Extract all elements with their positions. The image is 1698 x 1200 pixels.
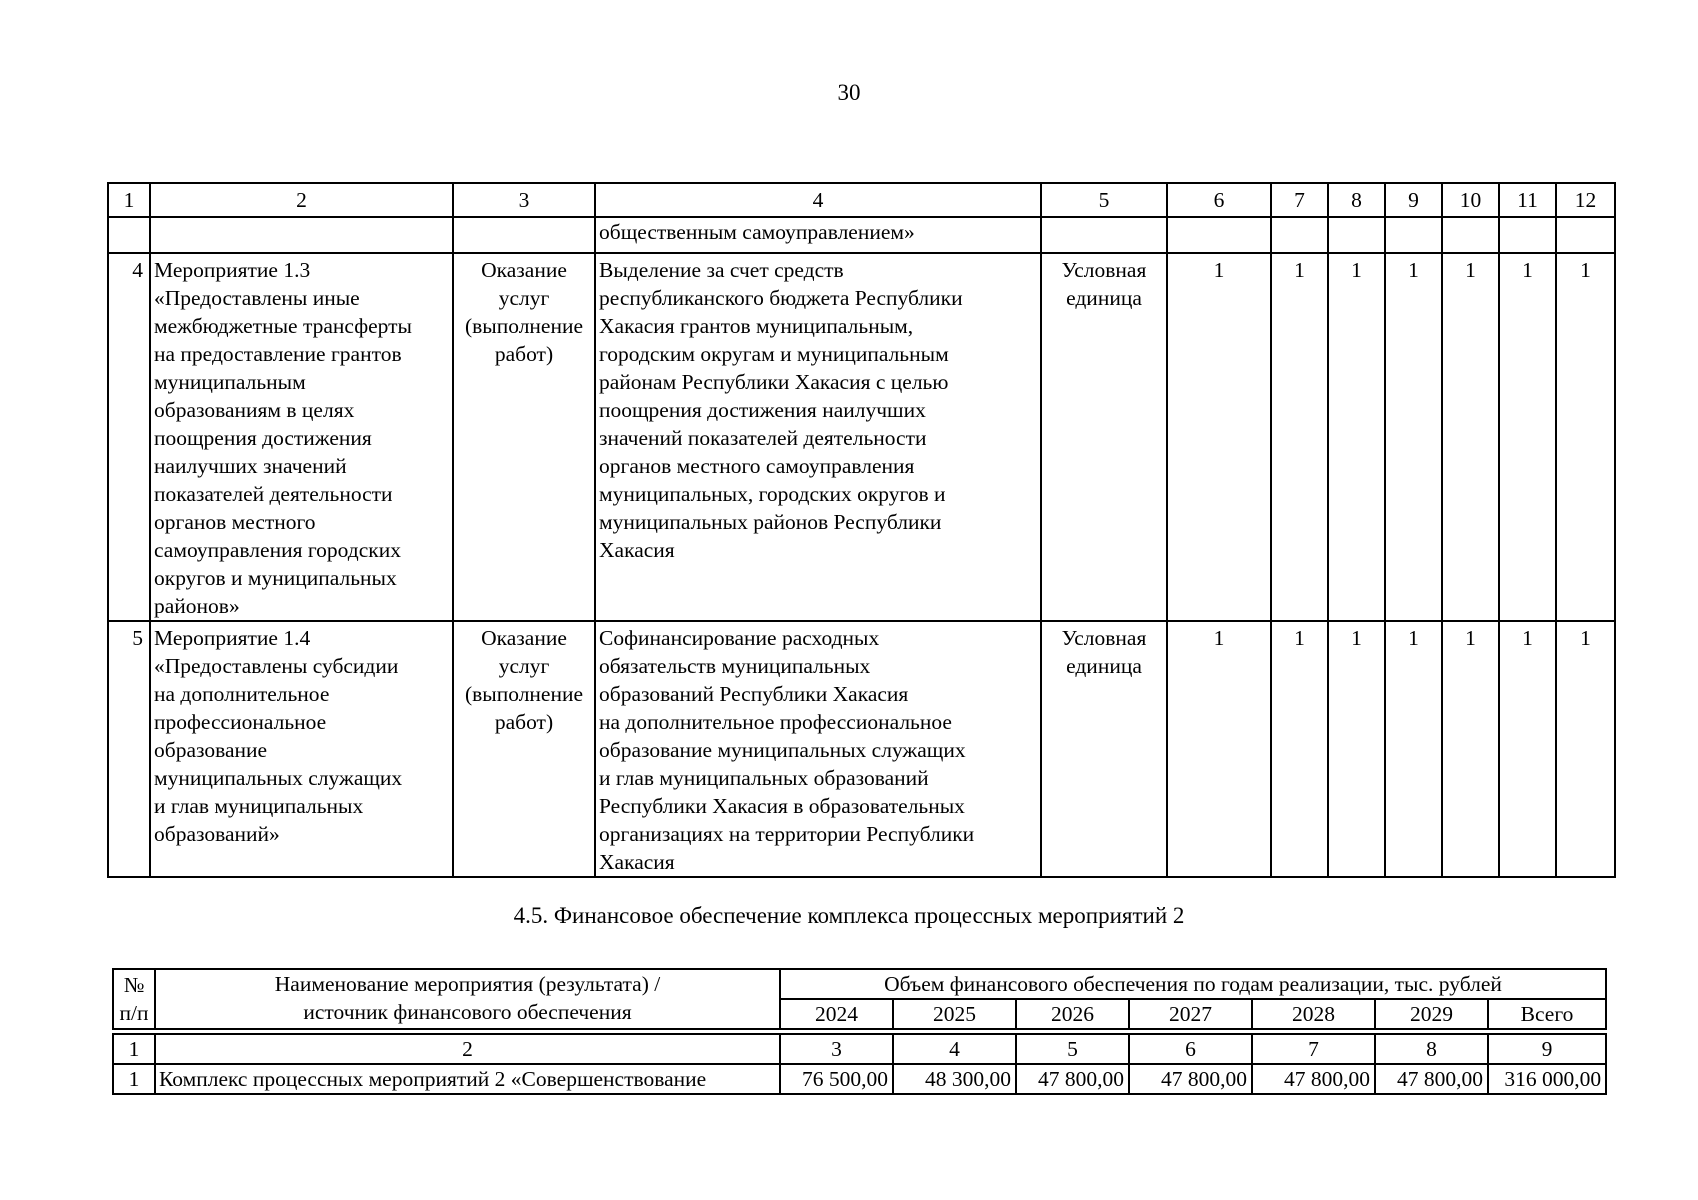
index-cell: 7 (1252, 1034, 1375, 1064)
value-cell: 1 (1556, 253, 1615, 621)
text-line: Оказание (481, 258, 567, 282)
text-line: профессиональное (154, 710, 327, 734)
amount-cell: 76 500,00 (780, 1064, 893, 1094)
value-cell: 1 (1271, 253, 1328, 621)
amount-cell: 47 800,00 (1016, 1064, 1129, 1094)
measure-name (150, 253, 453, 621)
header-cell: 8 (1328, 183, 1385, 217)
text-line: Софинансирование расходных (599, 626, 880, 650)
text-line: Республики Хакасия в образовательных (599, 794, 965, 818)
text-line: и глав муниципальных (154, 794, 364, 818)
header-cell: 9 (1385, 183, 1442, 217)
value-cell: 1 (1328, 253, 1385, 621)
value-cell: 1 (1499, 253, 1556, 621)
text-line: Мероприятие 1.4 (154, 626, 311, 650)
column-header-number (113, 969, 155, 1029)
text-line: Условная (1061, 258, 1147, 282)
text-line: районов» (154, 594, 240, 618)
text-line: межбюджетные трансферты (154, 314, 412, 338)
header-cell: 6 (1167, 183, 1271, 217)
page-number: 30 (837, 80, 861, 105)
header-cell: 11 (1499, 183, 1556, 217)
index-cell: 3 (780, 1034, 893, 1064)
index-cell: 4 (893, 1034, 1016, 1064)
text-line: услуг (498, 286, 550, 310)
text-line: организациях на территории Республики (599, 822, 975, 846)
total-amount-cell: 316 000,00 (1488, 1064, 1606, 1094)
text-line: единица (1066, 654, 1142, 678)
header-cell: 4 (595, 183, 1041, 217)
text-line: поощрения достижения (154, 426, 372, 450)
index-cell: 9 (1488, 1034, 1606, 1064)
header-cell: 12 (1556, 183, 1615, 217)
text-line: работ) (494, 342, 554, 366)
amount-cell: 47 800,00 (1375, 1064, 1488, 1094)
indicators-table (107, 182, 1616, 878)
index-cell: 8 (1375, 1034, 1488, 1064)
measure-type (453, 253, 595, 621)
amount-cell: 47 800,00 (1129, 1064, 1252, 1094)
text-line: на дополнительное профессиональное (599, 710, 952, 734)
header-text: источник финансового обеспечения (303, 1000, 632, 1024)
text-line: «Предоставлены субсидии (154, 654, 399, 678)
text-line: обязательств муниципальных (599, 654, 871, 678)
table-row (108, 621, 1615, 877)
row-number: 4 (108, 253, 150, 621)
header-cell: 5 (1041, 183, 1167, 217)
amount-cell: 48 300,00 (893, 1064, 1016, 1094)
table-row (108, 253, 1615, 621)
value-cell: 1 (1556, 621, 1615, 877)
column-header-volume: Объем финансового обеспечения по годам реализации, тыс. рублей (780, 969, 1606, 999)
table-header-row (108, 183, 1615, 217)
unit-of-measure (1041, 253, 1167, 621)
text-line: Хакасия грантов муниципальным, (599, 314, 914, 338)
text-line: (выполнение (464, 314, 584, 338)
year-header: 2027 (1129, 999, 1252, 1029)
section-title: 4.5. Финансовое обеспечение комплекса процессных мероприятий 2 (513, 903, 1185, 928)
text-line: образование муниципальных служащих (599, 738, 966, 762)
text-line: муниципальных, городских округов и (599, 482, 946, 506)
text-line: городским округам и муниципальным (599, 342, 949, 366)
text-line: наилучших значений (154, 454, 347, 478)
value-cell: 1 (1167, 621, 1271, 877)
text-line: (выполнение (464, 682, 584, 706)
text-line: органов местного самоуправления (599, 454, 915, 478)
text-line: районам Республики Хакасия с целью (599, 370, 949, 394)
value-cell: 1 (1499, 621, 1556, 877)
unit-of-measure (1041, 621, 1167, 877)
text-line: муниципальным (154, 370, 306, 394)
header-text: № (123, 973, 145, 997)
value-cell: 1 (1442, 253, 1499, 621)
text-line: значений показателей деятельности (599, 426, 927, 450)
text-line: показателей деятельности (154, 482, 393, 506)
header-cell: 2 (150, 183, 453, 217)
row-number: 1 (113, 1064, 155, 1094)
index-cell: 6 (1129, 1034, 1252, 1064)
year-header: 2024 (780, 999, 893, 1029)
continuation-text: общественным самоуправлением» (595, 217, 1041, 253)
measure-type (453, 621, 595, 877)
year-header: 2028 (1252, 999, 1375, 1029)
year-header: 2026 (1016, 999, 1129, 1029)
text-line: «Предоставлены иные (154, 286, 360, 310)
text-line: Выделение за счет средств (599, 258, 844, 282)
table-row (113, 1064, 1606, 1094)
amount-cell: 47 800,00 (1252, 1064, 1375, 1094)
text-line: образований Республики Хакасия (599, 682, 909, 706)
text-line: Мероприятие 1.3 (154, 258, 311, 282)
index-cell: 5 (1016, 1034, 1129, 1064)
text-line: муниципальных районов Республики (599, 510, 942, 534)
header-cell: 1 (108, 183, 150, 217)
text-line: образование (154, 738, 268, 762)
year-header: 2025 (893, 999, 1016, 1029)
text-line: услуг (498, 654, 550, 678)
text-line: работ) (494, 710, 554, 734)
table-header-row (113, 969, 1606, 999)
header-cell: 3 (453, 183, 595, 217)
text-line: Оказание (481, 626, 567, 650)
text-line: самоуправления городских (154, 538, 401, 562)
header-text: п/п (119, 1001, 149, 1025)
measure-description (595, 253, 1041, 621)
text-line: на дополнительное (154, 682, 330, 706)
index-cell: 2 (155, 1034, 780, 1064)
header-cell: 10 (1442, 183, 1499, 217)
column-header-name (155, 969, 780, 1029)
text-line: Хакасия (599, 538, 675, 562)
text-line: поощрения достижения наилучших (599, 398, 926, 422)
text-line: органов местного (154, 510, 316, 534)
header-text: Наименование мероприятия (результата) / (274, 972, 661, 996)
total-header: Всего (1488, 999, 1606, 1029)
text-line: и глав муниципальных образований (599, 766, 929, 790)
value-cell: 1 (1328, 621, 1385, 877)
value-cell: 1 (1442, 621, 1499, 877)
value-cell: 1 (1385, 621, 1442, 877)
text-line: округов и муниципальных (154, 566, 397, 590)
header-cell: 7 (1271, 183, 1328, 217)
row-number: 5 (108, 621, 150, 877)
text-line: Условная (1061, 626, 1147, 650)
index-cell: 1 (113, 1034, 155, 1064)
financing-table (112, 968, 1607, 1095)
value-cell: 1 (1385, 253, 1442, 621)
measure-description (595, 621, 1041, 877)
measure-name (150, 621, 453, 877)
text-line: образований» (154, 822, 280, 846)
text-line: муниципальных служащих (154, 766, 403, 790)
value-cell: 1 (1167, 253, 1271, 621)
continuation-row (108, 217, 1615, 253)
table-index-row (113, 1034, 1606, 1064)
text-line: Хакасия (599, 850, 675, 874)
year-header: 2029 (1375, 999, 1488, 1029)
text-line: образованиям в целях (154, 398, 355, 422)
text-line: единица (1066, 286, 1142, 310)
text-line: на предоставление грантов (154, 342, 402, 366)
complex-name: Комплекс процессных мероприятий 2 «Совершенствование (155, 1064, 780, 1094)
text-line: республиканского бюджета Республики (599, 286, 963, 310)
value-cell: 1 (1271, 621, 1328, 877)
